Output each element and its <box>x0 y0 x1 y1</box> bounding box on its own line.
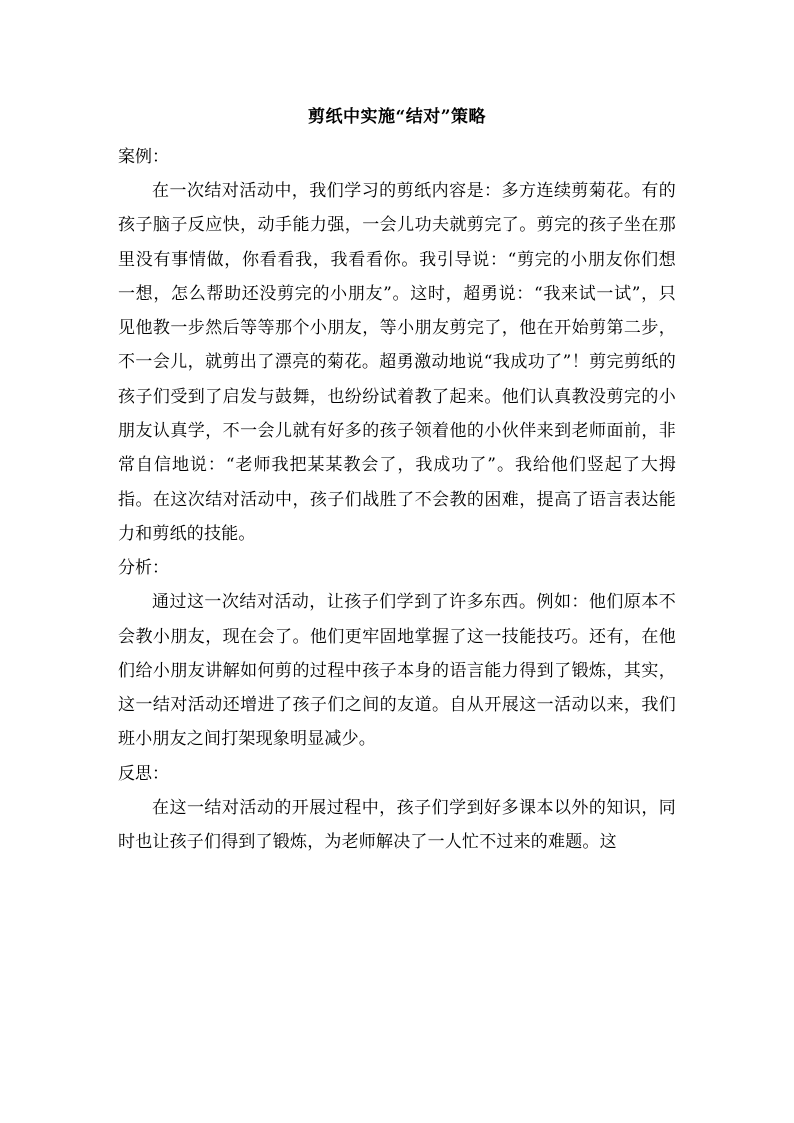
document-body <box>118 104 676 859</box>
section-paragraph-reflection: 在这一结对活动的开展过程中，孩子们学到好多课本以外的知识，同时也让孩子们得到了锻炼，为老师解决了一人忙不过来的难题。这 <box>118 797 676 853</box>
document-title: 剪纸中实施“结对”策略 <box>307 107 487 127</box>
section-paragraph-analysis: 通过这一次结对活动，让孩子们学到了许多东西。例如：他们原本不会教小朋友，现在会了。他们更牢固地掌握了这一技能技巧。还有，在他们给小朋友讲解如何剪的过程中孩子本身的语言能力得到了锻炼，其实，这一结对活动还增进了孩子们之间的友道。自从开展这一活动以来，我们班小朋友之间打架现象明显减少。 <box>118 592 676 750</box>
section-heading-reflection: 反思： <box>118 763 169 784</box>
section-paragraph-case: 在一次结对活动中，我们学习的剪纸内容是：多方连续剪菊花。有的孩子脑子反应快，动手能力强，一会儿功夫就剪完了。剪完的孩子坐在那里没有事情做，你看看我，我看看你。我引导说：“剪完的小朋友你们想一想，怎么帮助还没剪完的小朋友”。这时，超勇说：“我来试一试”，只见他教一步然后等等那个小朋友，等小朋友剪完了，他在开始剪第二步，不一会儿，就剪出了漂亮的菊花。超勇激动地说“我成功了”！剪完剪纸的孩子们受到了启发与鼓舞，也纷纷试着教了起来。他们认真教没剪完的小朋友认真学，不一会儿就有好多的孩子领着他的小伙伴来到老师面前，非常自信地说：“老师我把某某教会了，我成功了”。我给他们竖起了大拇指。在这次结对活动中，孩子们战胜了不会教的困难，提高了语言表达能力和剪纸的技能。 <box>118 181 676 544</box>
section-heading-case: 案例： <box>118 147 169 167</box>
section-heading-analysis: 分析： <box>118 558 169 579</box>
